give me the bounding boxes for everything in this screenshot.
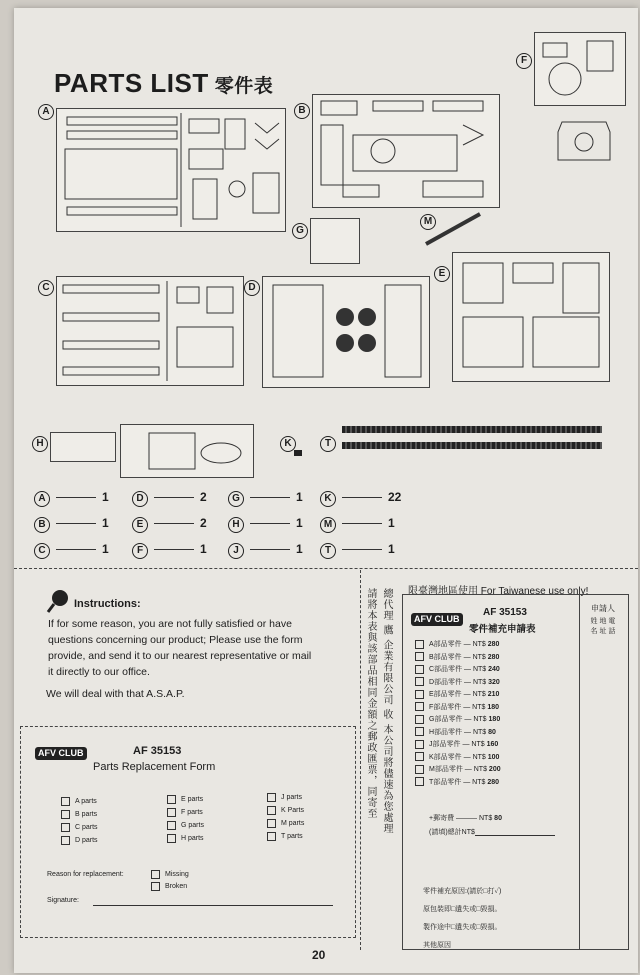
sprue-d-parts — [263, 277, 429, 387]
sprue-label-g: G — [292, 223, 308, 239]
signature-line[interactable] — [93, 905, 333, 906]
tw-reason-3[interactable]: 其他原因 — [423, 942, 451, 949]
sprue-d-drawing — [262, 276, 430, 388]
parts-replacement-form — [20, 726, 356, 938]
count-m: M 1 — [320, 516, 395, 533]
checkbox-e-parts[interactable]: E parts — [167, 793, 204, 806]
tw-item[interactable]: B部品零件 — NT$ 280 — [415, 652, 565, 665]
tw-item[interactable]: C部品零件 — NT$ 240 — [415, 664, 565, 677]
tw-item[interactable]: H部品零件 — NT$ 80 — [415, 727, 565, 740]
tw-item[interactable]: F部品零件 — NT$ 180 — [415, 702, 565, 715]
checkbox-d-parts[interactable]: D parts — [61, 834, 98, 847]
checkbox-t-parts[interactable]: T parts — [267, 830, 304, 843]
count-g: G 1 — [228, 490, 303, 507]
sprue-label-c: C — [38, 280, 54, 296]
tw-item[interactable]: E部品零件 — NT$ 210 — [415, 689, 565, 702]
tw-total: (請填)總計NT$ — [429, 829, 475, 836]
sprue-f-drawing — [534, 32, 626, 106]
tw-item[interactable]: J部品零件 — NT$ 160 — [415, 739, 565, 752]
part-m-rod — [418, 208, 488, 252]
sprue-label-t: T — [320, 436, 336, 452]
sprue-label-h: H — [32, 436, 48, 452]
checkbox-h-parts[interactable]: H parts — [167, 832, 204, 845]
sprue-a-drawing — [56, 108, 286, 232]
checkbox-b-parts[interactable]: B parts — [61, 808, 98, 821]
sprue-label-f: F — [516, 53, 532, 69]
part-f-hatch — [554, 118, 614, 164]
sprue-a-parts — [57, 109, 285, 231]
count-b: B 1 — [34, 516, 109, 533]
sprue-j-parts — [121, 425, 253, 477]
sprue-j-drawing — [120, 424, 254, 478]
tw-logo: AFV CLUB — [411, 609, 463, 627]
sprue-label-d: D — [244, 280, 260, 296]
track-t-upper — [342, 426, 602, 433]
tw-reason-1[interactable]: 原包裝即□遺失或□毀損。 — [423, 906, 502, 913]
checkbox-c-parts[interactable]: C parts — [61, 821, 98, 834]
sprue-label-m: M — [420, 214, 436, 230]
checkbox-k-parts[interactable]: K Parts — [267, 804, 304, 817]
sprue-f-parts — [535, 33, 625, 105]
checkbox-f-parts[interactable]: F parts — [167, 806, 204, 819]
count-c: C 1 — [34, 542, 109, 559]
tw-item[interactable]: T部品零件 — NT$ 280 — [415, 777, 565, 790]
applicant-box: 申請人 姓 地 電 名 址 話 — [578, 594, 629, 950]
sprue-label-b: B — [294, 103, 310, 119]
tw-item[interactable]: A部品零件 — NT$ 280 — [415, 639, 565, 652]
sprue-e-parts — [453, 253, 609, 381]
vertical-notice-2: 總代理 鷹 企業有限公司 收 本公司將儘速為您處理 — [381, 588, 392, 835]
parts-col-3 — [267, 791, 304, 843]
tw-code: AF 35153 — [483, 607, 527, 618]
signature-label: Signature: — [47, 897, 79, 904]
sprue-label-e: E — [434, 266, 450, 282]
vertical-divider — [360, 570, 361, 950]
sprue-b-drawing — [312, 94, 500, 208]
track-t-lower — [342, 442, 602, 449]
afv-club-logo: AFV CLUB — [35, 743, 87, 761]
instructions-body: If for some reason, you are not fully satisfied or have questions concerning our product; Please use the form provide, and send it to our nearest representative or mail it directly to our office. — [48, 618, 312, 678]
sprue-c-parts — [57, 277, 243, 385]
count-k: K 22 — [320, 490, 401, 507]
sprue-g-drawing — [310, 218, 360, 264]
sprue-b-parts — [313, 95, 499, 207]
checkbox-m-parts[interactable]: M parts — [267, 817, 304, 830]
checkbox-g-parts[interactable]: G parts — [167, 819, 204, 832]
count-f: F 1 — [132, 542, 207, 559]
tw-postage: +郵寄費 ——— NT$ 80 — [429, 815, 502, 822]
pin-icon — [46, 588, 70, 619]
section-divider — [14, 568, 638, 569]
sprue-label-k: K — [280, 436, 296, 452]
count-d: D 2 — [132, 490, 207, 507]
tw-reason: 零件補充原因:(請於□打✓) 原包裝即□遺失或□毀損。 製作途中□遺失或□毀損。 其他原因 — [423, 883, 573, 955]
page-title: PARTS LIST 零件表 — [54, 68, 274, 98]
tw-item[interactable]: M部品零件 — NT$ 200 — [415, 764, 565, 777]
tw-item[interactable]: K部品零件 — NT$ 100 — [415, 752, 565, 765]
checkbox-broken[interactable]: Broken — [151, 881, 189, 893]
sprue-h-drawing — [50, 432, 116, 462]
parts-col-2 — [167, 793, 204, 845]
count-e: E 2 — [132, 516, 207, 533]
reason-options — [151, 869, 189, 893]
taiwan-form — [402, 594, 580, 950]
vertical-notice-1: 請將本表與該部品相同金額之郵政匯票，同寄至 — [365, 588, 376, 819]
sprue-label-a: A — [38, 104, 54, 120]
count-a: A 1 — [34, 490, 109, 507]
parts-col-1 — [61, 795, 98, 847]
tw-item[interactable]: G部品零件 — NT$ 180 — [415, 714, 565, 727]
checkbox-j-parts[interactable]: J parts — [267, 791, 304, 804]
part-k-link — [294, 450, 302, 456]
tw-total-field[interactable] — [475, 835, 555, 836]
count-j: J 1 — [228, 542, 303, 559]
count-t: T 1 — [320, 542, 395, 559]
tw-item-list — [415, 639, 565, 789]
tw-reason-2[interactable]: 製作途中□遺失或□毀損。 — [423, 924, 502, 931]
reason-label: Reason for replacement: — [47, 871, 124, 878]
sprue-c-drawing — [56, 276, 244, 386]
taiwan-header: 限臺灣地區使用 For Taiwanese use only! — [408, 586, 589, 597]
instructions-title: Instructions: — [74, 598, 141, 610]
tw-item[interactable]: D部品零件 — NT$ 320 — [415, 677, 565, 690]
instructions-closing: We will deal with that A.S.A.P. — [46, 688, 185, 700]
form-code: AF 35153 — [133, 745, 182, 757]
page-number: 20 — [312, 948, 326, 962]
checkbox-a-parts[interactable]: A parts — [61, 795, 98, 808]
sprue-e-drawing — [452, 252, 610, 382]
tw-title: 零件補充申請表 — [469, 624, 536, 635]
form-title: Parts Replacement Form — [93, 761, 216, 773]
checkbox-missing[interactable]: Missing — [151, 869, 189, 881]
count-h: H 1 — [228, 516, 303, 533]
instruction-sheet — [14, 8, 638, 973]
